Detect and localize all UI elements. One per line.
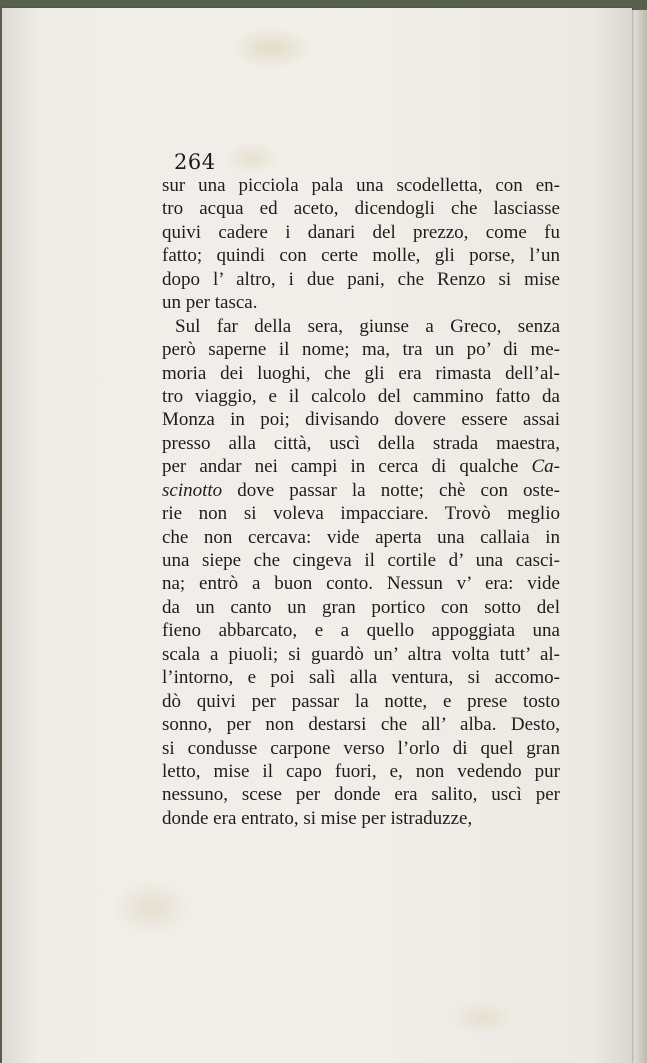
text-line: rie non si voleva impacciare. Trovò meglio bbox=[162, 503, 560, 525]
text-line: però saperne il nome; ma, tra un po’ di me- bbox=[162, 339, 560, 361]
text-line: dopo l’ altro, i due pani, che Renzo si mise bbox=[162, 268, 560, 290]
text-line: Sul far della sera, giunse a Greco, senza bbox=[175, 315, 560, 337]
text-line: l’intorno, e poi salì alla ventura, si accomo- bbox=[162, 667, 560, 689]
text-line: donde era entrato, si mise per istraduzze, bbox=[162, 807, 473, 829]
italic-word: scinotto bbox=[162, 479, 223, 501]
text-line: si condusse carpone verso l’orlo di quel gran bbox=[162, 737, 560, 759]
text-line: letto, mise il capo fuori, e, non vedendo pur bbox=[162, 760, 560, 782]
text-line: Monza in poi; divisando dovere essere assai bbox=[162, 409, 560, 431]
body-text bbox=[162, 174, 560, 830]
text-line: moria dei luoghi, che gli era rimasta dell’al- bbox=[162, 362, 560, 384]
text-line: scinotto dove passar la notte; chè con oste- bbox=[162, 479, 560, 501]
text-line: da un canto un gran portico con sotto del bbox=[162, 596, 560, 618]
text-line: tro acqua ed aceto, dicendogli che lasciasse bbox=[162, 198, 560, 220]
text-line: presso alla città, uscì della strada maestra, bbox=[162, 432, 560, 454]
text-line: per andar nei campi in cerca di qualche Ca- bbox=[162, 456, 560, 478]
text-line: una siepe che cingeva il cortile d’ una casci- bbox=[162, 550, 560, 571]
text-line: quivi cadere i danari del prezzo, come fu bbox=[162, 221, 560, 243]
text-line: na; entrò a buon conto. Nessun v’ era: vide bbox=[162, 573, 560, 595]
italic-word: Ca- bbox=[531, 456, 560, 478]
text-line: sur una picciola pala una scodelletta, con en- bbox=[162, 175, 560, 196]
text-line: dò quivi per passar la notte, e prese tosto bbox=[162, 690, 560, 712]
text-line: nessuno, scese per donde era salito, uscì per bbox=[162, 784, 560, 806]
text-line: tro viaggio, e il calcolo del cammino fatto da bbox=[162, 385, 560, 407]
page-number: 264 bbox=[174, 150, 216, 174]
text-line: un per tasca. bbox=[162, 292, 258, 314]
book-page bbox=[2, 8, 632, 1063]
text-line: sonno, per non destarsi che all’ alba. Desto, bbox=[162, 714, 560, 736]
text-line: fieno abbarcato, e a quello appoggiata una bbox=[162, 620, 560, 642]
text-line: che non cercava: vide aperta una callaia in bbox=[162, 526, 560, 548]
text-line: fatto; quindi con certe molle, gli porse, l’un bbox=[162, 245, 560, 267]
text-line: scala a piuoli; si guardò un’ altra volta tutt’ al- bbox=[162, 643, 560, 665]
